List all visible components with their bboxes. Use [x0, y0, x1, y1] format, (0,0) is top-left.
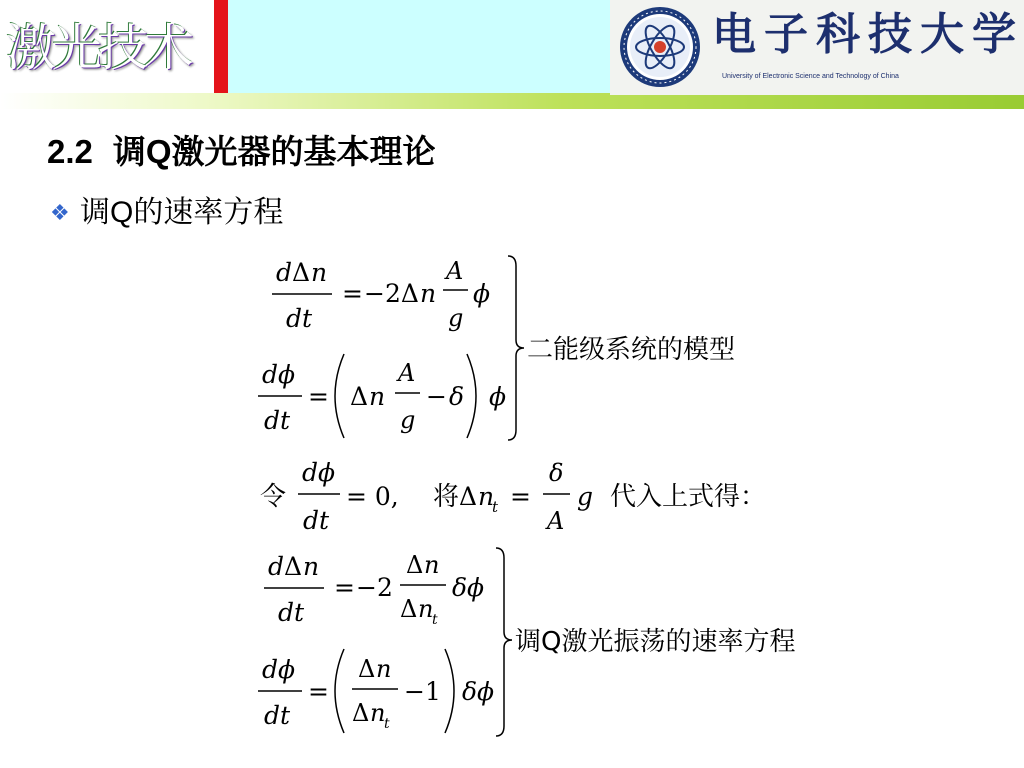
svg-text:=: =: [334, 573, 355, 602]
svg-text:dt: dt: [264, 406, 291, 435]
svg-text:g: g: [400, 406, 416, 434]
svg-text:dϕ: dϕ: [262, 360, 296, 389]
diamond-cluster-icon: ❖: [50, 200, 70, 225]
svg-text:dt: dt: [303, 506, 330, 535]
svg-text:dϕ: dϕ: [302, 458, 336, 487]
svg-text:t: t: [384, 716, 390, 732]
svg-text:n: n: [303, 552, 320, 581]
svg-text:−: −: [426, 382, 447, 411]
equation-1: [272, 257, 490, 333]
svg-text:=: =: [308, 677, 329, 706]
equation-3: [264, 551, 484, 628]
svg-text:n: n: [370, 699, 386, 727]
svg-text:Δ: Δ: [350, 382, 369, 411]
svg-text:d: d: [268, 552, 285, 581]
svg-text:=: =: [342, 279, 363, 308]
svg-text:−2: −2: [356, 573, 393, 602]
svg-text:t: t: [492, 498, 499, 516]
svg-text:t: t: [432, 612, 438, 628]
svg-text:n: n: [369, 382, 386, 411]
svg-text:A: A: [446, 257, 464, 285]
svg-text:A: A: [398, 359, 416, 387]
svg-text:=: =: [510, 482, 531, 511]
svg-text:dϕ: dϕ: [262, 655, 296, 684]
svg-text:g: g: [448, 304, 464, 332]
svg-text:n: n: [418, 595, 434, 623]
svg-text:Δ: Δ: [459, 482, 478, 511]
svg-text:n: n: [478, 482, 495, 511]
svg-text:n: n: [420, 279, 437, 308]
bullet-text: 调Q的速率方程: [80, 196, 284, 229]
svg-text:ϕ: ϕ: [473, 279, 491, 308]
brace-1: [508, 256, 524, 440]
svg-text:dt: dt: [286, 304, 313, 333]
svg-text:n: n: [376, 655, 392, 683]
svg-text:Δ: Δ: [358, 655, 376, 683]
heading-text: 调Q激光器的基本理论: [112, 133, 436, 170]
equation-2: [258, 354, 506, 438]
svg-text:δ: δ: [549, 459, 564, 487]
svg-text:δ: δ: [449, 382, 465, 411]
svg-text:Δ: Δ: [400, 595, 418, 623]
svg-text:Δ: Δ: [352, 699, 370, 727]
svg-text:d: d: [276, 258, 293, 287]
svg-text:−2Δ: −2Δ: [364, 279, 419, 308]
svg-text:δϕ: δϕ: [452, 573, 485, 602]
svg-text:dt: dt: [264, 701, 291, 730]
svg-text:=: =: [308, 382, 329, 411]
svg-text:A: A: [547, 507, 565, 535]
svg-text:Δ: Δ: [292, 258, 311, 287]
label-two-level-model: 二能级系统的模型: [527, 335, 736, 365]
equation-4: [258, 649, 494, 733]
svg-text:g: g: [577, 482, 594, 511]
svg-text:−1: −1: [404, 677, 441, 706]
university-name: 电子科技大学: [712, 9, 1024, 60]
svg-text:n: n: [311, 258, 328, 287]
svg-text:Δ: Δ: [406, 551, 424, 579]
svg-text:ϕ: ϕ: [489, 382, 507, 411]
brace-2: [496, 548, 512, 736]
course-title: 激光技术: [6, 19, 190, 77]
heading-number: 2.2: [47, 133, 93, 170]
svg-text:Δ: Δ: [284, 552, 303, 581]
label-q-switch-rate-equations: 调Q激光振荡的速率方程: [515, 627, 796, 657]
svg-text:= 0,: = 0,: [346, 482, 399, 511]
svg-text:n: n: [424, 551, 440, 579]
condition-line: [260, 458, 766, 535]
condition-prefix: 令: [260, 482, 287, 512]
condition-middle: 将: [433, 482, 460, 512]
university-name-english: University of Electronic Science and Technology of China: [722, 73, 899, 80]
svg-text:δϕ: δϕ: [462, 677, 495, 706]
svg-text:dt: dt: [278, 598, 305, 627]
condition-suffix: 代入上式得：: [610, 482, 767, 512]
